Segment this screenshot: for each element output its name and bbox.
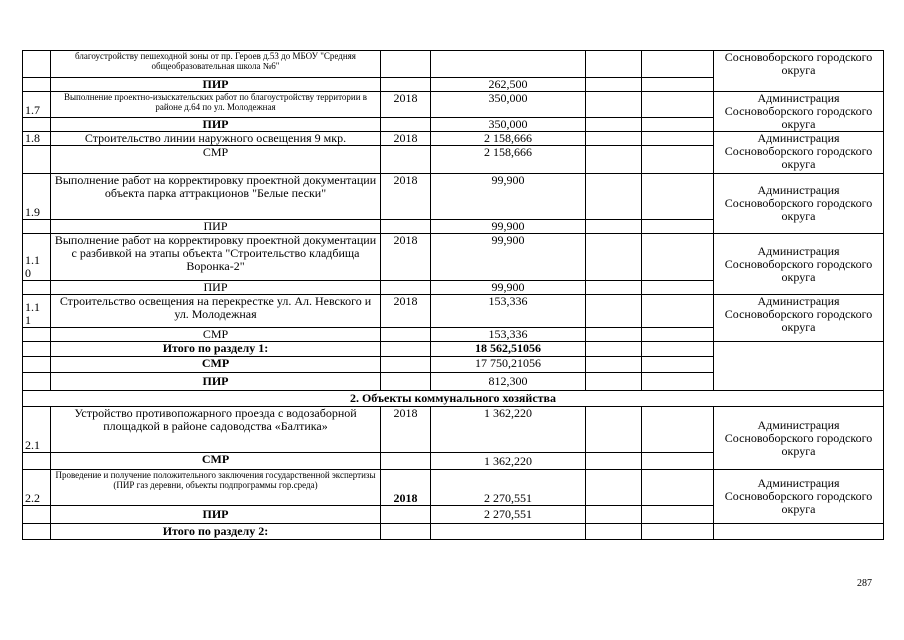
amount-cell: 350,000 (431, 92, 586, 118)
table-row (23, 342, 884, 357)
item-type-cell: СМР (51, 146, 381, 174)
item-type-cell: СМР (51, 328, 381, 342)
table-row (23, 470, 884, 506)
item-name-cell: Выполнение проектно-изыскательских работ по благоустройству территории в районе д.64 по ул. Молодежная (51, 92, 381, 118)
item-number-cell: 1.7 (23, 92, 51, 118)
responsible-org-cell: Администрация Сосновоборского городского округа (714, 407, 884, 470)
year-cell: 2018 (381, 132, 431, 146)
section-header-row (23, 391, 884, 407)
amount-cell: 350,000 (431, 117, 586, 131)
item-name-cell: Устройство противопожарного проезда с водозаборной площадкой в районе садоводства «Балтика» (51, 407, 381, 453)
item-type-cell: ПИР (51, 220, 381, 234)
responsible-org-cell: Администрация Сосновоборского городского округа (714, 132, 884, 174)
amount-cell: 17 750,21056 (431, 357, 586, 373)
amount-cell: 99,900 (431, 281, 586, 295)
item-name-cell: Выполнение работ на корректировку проектной документации объекта парка аттракционов "Белые пески" (51, 174, 381, 220)
page-number: 287 (857, 578, 872, 589)
table-row (23, 51, 884, 78)
item-type-cell: СМР (51, 357, 381, 373)
responsible-org-cell: Сосновоборского городского округа (714, 51, 884, 92)
responsible-org-cell: Администрация Сосновоборского городского округа (714, 295, 884, 342)
year-cell: 2018 (381, 92, 431, 118)
item-number-cell: 2.2 (23, 470, 51, 506)
responsible-org-cell: Администрация Сосновоборского городского округа (714, 174, 884, 234)
item-type-cell: ПИР (51, 78, 381, 92)
item-type-cell: ПИР (51, 373, 381, 391)
amount-cell: 99,900 (431, 220, 586, 234)
table-row (23, 92, 884, 118)
item-name-cell: Выполнение работ на корректировку проектной документации с разбивкой на этапы объекта "Строительство кладбища Воронка-2" (51, 234, 381, 281)
section-total-label: Итого по разделу 2: (51, 524, 381, 540)
table-row (23, 295, 884, 328)
year-cell: 2018 (381, 234, 431, 281)
item-name-cell: Строительство линии наружного освещения 9 мкр. (51, 132, 381, 146)
responsible-org-cell: Администрация Сосновоборского городского округа (714, 234, 884, 295)
item-type-cell: ПИР (51, 117, 381, 131)
amount-cell: 99,900 (431, 174, 586, 220)
item-number-cell: 1.9 (23, 174, 51, 220)
amount-cell: 262,500 (431, 78, 586, 92)
item-type-cell: ПИР (51, 281, 381, 295)
year-cell: 2018 (381, 174, 431, 220)
table-row (23, 132, 884, 146)
amount-cell: 1 362,220 (431, 407, 586, 453)
section-total-amount: 18 562,51056 (431, 342, 586, 357)
year-cell: 2018 (381, 407, 431, 453)
amount-cell: 812,300 (431, 373, 586, 391)
item-number-cell: 2.1 (23, 407, 51, 453)
table-row (23, 234, 884, 281)
section-total-label: Итого по разделу 1: (51, 342, 381, 357)
year-cell: 2018 (381, 470, 431, 506)
table-row (23, 524, 884, 540)
amount-cell: 2 158,666 (431, 132, 586, 146)
section-title: 2. Объекты коммунального хозяйства (23, 391, 884, 407)
item-number-cell: 1.8 (23, 132, 51, 146)
year-cell: 2018 (381, 295, 431, 328)
item-type-cell: ПИР (51, 506, 381, 524)
item-number-cell: 1.1 1 (23, 295, 51, 328)
amount-cell: 153,336 (431, 328, 586, 342)
responsible-org-cell: Администрация Сосновоборского городского округа (714, 92, 884, 132)
budget-table (22, 50, 884, 540)
responsible-org-cell: Администрация Сосновоборского городского округа (714, 470, 884, 524)
item-type-cell: СМР (51, 453, 381, 470)
item-name-cell: Проведение и получение положительного заключения государственной экспертизы (ПИР газ деревни, объекты подпрограммы гор.среда) (51, 470, 381, 506)
table-row (23, 407, 884, 453)
item-name-cell: благоустройству пешеходной зоны от пр. Героев д.53 до МБОУ "Средняя общеобразовательная школа №6" (51, 51, 381, 78)
amount-cell: 153,336 (431, 295, 586, 328)
amount-cell: 99,900 (431, 234, 586, 281)
amount-cell: 2 158,666 (431, 146, 586, 174)
amount-cell: 1 362,220 (431, 453, 586, 470)
amount-cell: 2 270,551 (431, 506, 586, 524)
item-name-cell: Строительство освещения на перекрестке ул. Ал. Невского и ул. Молодежная (51, 295, 381, 328)
item-number-cell: 1.1 0 (23, 234, 51, 281)
table-row (23, 174, 884, 220)
num-cell (23, 51, 51, 78)
amount-cell: 2 270,551 (431, 470, 586, 506)
